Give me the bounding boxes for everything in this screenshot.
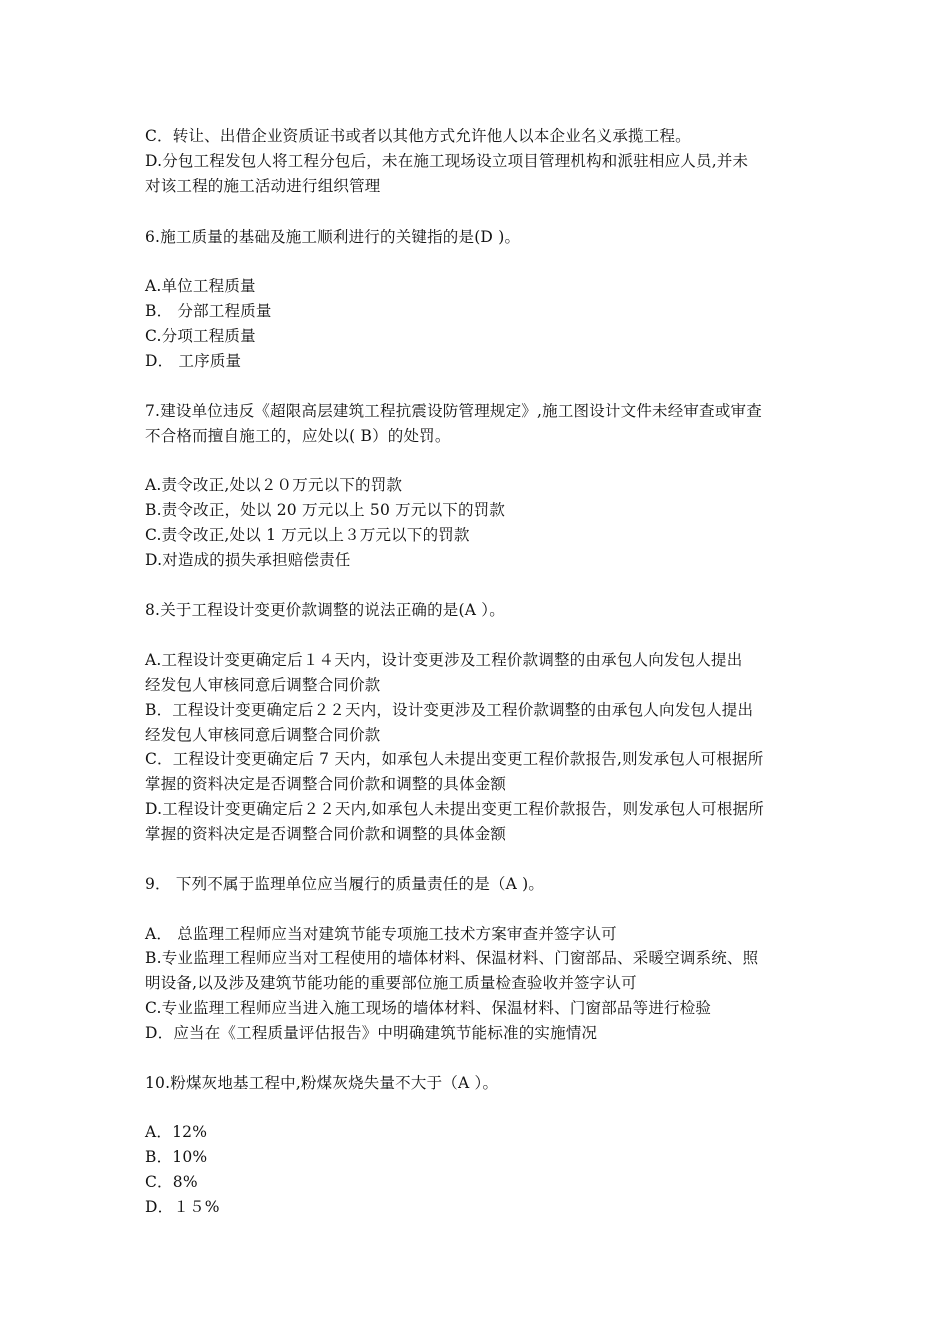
q8-option-d: D.工程设计变更确定后２２天内,如承包人未提出变更工程价款报告，则发承包人可根据所 <box>145 800 764 818</box>
q8-option-c: C．工程设计变更确定后 7 天内，如承包人未提出变更工程价款报告,则发承包人可根据所 <box>145 750 764 768</box>
q9-option-b-continued: 明设备,以及涉及建筑节能功能的重要部位施工质量检查验收并签字认可 <box>145 974 637 992</box>
question-9: 9． 下列不属于监理单位应当履行的质量责任的是（A )。 <box>145 875 545 893</box>
q10-option-c: C．8% <box>145 1173 198 1191</box>
q6-option-c: C.分项工程质量 <box>145 327 256 345</box>
q8-option-c-continued: 掌握的资料决定是否调整合同价款和调整的具体金额 <box>145 775 507 793</box>
question-7-continued: 不合格而擅自施工的，应处以( B）的处罚。 <box>145 427 451 445</box>
question-8: 8.关于工程设计变更价款调整的说法正确的是(A ）。 <box>145 601 505 619</box>
q7-option-c: C.责令改正,处以 1 万元以上３万元以下的罚款 <box>145 526 470 544</box>
q6-option-a: A.单位工程质量 <box>145 277 256 295</box>
option-d-line-continued: 对该工程的施工活动进行组织管理 <box>145 177 381 195</box>
q9-option-a: A． 总监理工程师应当对建筑节能专项施工技术方案审查并签字认可 <box>145 925 617 943</box>
q10-option-b: B．10% <box>145 1148 208 1166</box>
q8-option-b-continued: 经发包人审核同意后调整合同价款 <box>145 726 381 744</box>
q7-option-d: D.对造成的损失承担赔偿责任 <box>145 551 351 569</box>
option-d-line: D.分包工程发包人将工程分包后，未在施工现场设立项目管理机构和派驻相应人员,并未 <box>145 152 749 170</box>
option-c-line: C．转让、出借企业资质证书或者以其他方式允许他人以本企业名义承揽工程。 <box>145 127 691 145</box>
question-7: 7.建设单位违反《超限高层建筑工程抗震设防管理规定》,施工图设计文件未经审查或审查 <box>145 402 762 420</box>
q8-option-a: A.工程设计变更确定后１４天内，设计变更涉及工程价款调整的由承包人向发包人提出 <box>145 651 743 669</box>
question-10: 10.粉煤灰地基工程中,粉煤灰烧失量不大于（A ）。 <box>145 1074 499 1092</box>
q7-option-b: B.责令改正，处以 20 万元以上 50 万元以下的罚款 <box>145 501 506 519</box>
q9-option-b: B.专业监理工程师应当对工程使用的墙体材料、保温材料、门窗部品、采暖空调系统、照 <box>145 949 759 967</box>
q6-option-d: D． 工序质量 <box>145 352 242 370</box>
q8-option-d-continued: 掌握的资料决定是否调整合同价款和调整的具体金额 <box>145 825 507 843</box>
question-6: 6.施工质量的基础及施工顺利进行的关键指的是(D )。 <box>145 228 521 246</box>
q7-option-a: A.责令改正,处以２０万元以下的罚款 <box>145 476 403 494</box>
q10-option-a: A．12% <box>145 1123 208 1141</box>
q6-option-b: B． 分部工程质量 <box>145 302 272 320</box>
q9-option-c: C.专业监理工程师应当进入施工现场的墙体材料、保温材料、门窗部品等进行检验 <box>145 999 712 1017</box>
q10-option-d: D．１５% <box>145 1198 220 1216</box>
q8-option-b: B．工程设计变更确定后２２天内，设计变更涉及工程价款调整的由承包人向发包人提出 <box>145 701 754 719</box>
q8-option-a-continued: 经发包人审核同意后调整合同价款 <box>145 676 381 694</box>
q9-option-d: D．应当在《工程质量评估报告》中明确建筑节能标准的实施情况 <box>145 1024 598 1042</box>
